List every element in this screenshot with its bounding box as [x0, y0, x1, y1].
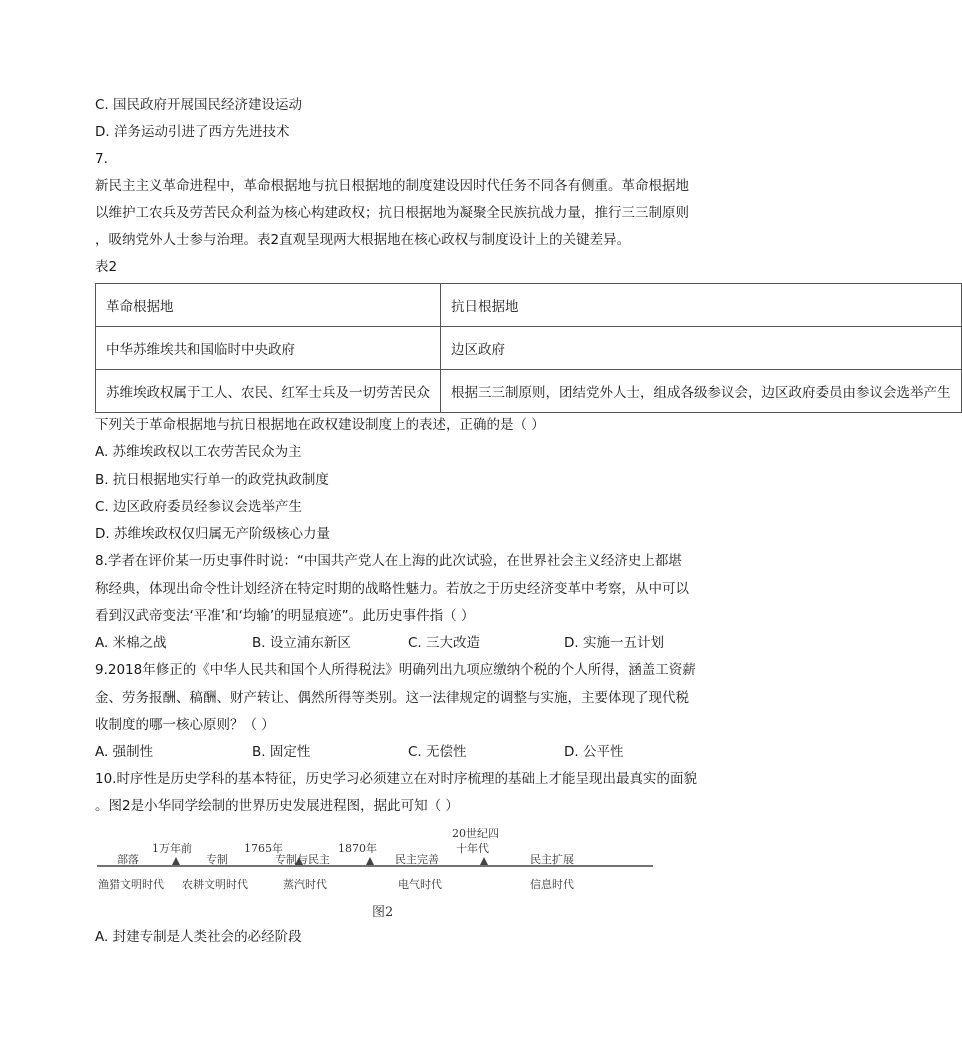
timeline-top-label: 1765年 — [244, 842, 283, 855]
q9-paragraph-line-1: 9.2018年修正的《中华人民共和国个人所得税法》明确列出九项应缴纳个税的个人所得，涵盖工资薪 — [95, 662, 696, 678]
timeline-top-label: 专制 — [206, 853, 228, 866]
timeline-bottom-label: 信息时代 — [530, 878, 574, 891]
timeline-marker — [366, 857, 374, 865]
q7-paragraph-line-2: 以维护工农兵及劳苦民众利益为核心构建政权；抗日根据地为凝聚全民族抗战力量，推行三三制原则 — [95, 205, 689, 221]
table-2 — [95, 283, 962, 413]
q8-paragraph-line-3: 看到汉武帝变法‘平准’和‘均输’的明显痕迹”。此历史事件指（ ） — [95, 608, 475, 624]
timeline-top-label: 专制与民主 — [275, 853, 330, 866]
q7-option-d: D. 苏维埃政权仅归属无产阶级核心力量 — [95, 526, 330, 542]
q8-options — [95, 633, 715, 653]
timeline-top-label: 十年代 — [456, 842, 489, 855]
timeline-bottom-label: 蒸汽时代 — [283, 878, 327, 891]
timeline-top-label: 部落 — [117, 853, 139, 866]
table-cell: 中华苏维埃共和国临时中央政府 — [96, 327, 441, 370]
q9-option-d: D. 公平性 — [564, 744, 624, 760]
table-cell: 苏维埃政权属于工人、农民、红军士兵及一切劳苦民众 — [96, 370, 441, 413]
q9-paragraph-line-3: 收制度的哪一核心原则？（ ） — [95, 717, 275, 733]
table-row — [96, 327, 962, 370]
table-row — [96, 284, 962, 327]
q9-option-c: C. 无偿性 — [408, 744, 467, 760]
q8-option-b: B. 设立浦东新区 — [252, 635, 351, 651]
figure-2-timeline — [95, 822, 655, 922]
q8-paragraph-line-2: 称经典，体现出命令性计划经济在特定时期的战略性魅力。若放之于历史经济变革中考察，从中可以 — [95, 581, 689, 597]
q9-options — [95, 742, 715, 762]
q7-option-b: B. 抗日根据地实行单一的政党执政制度 — [95, 472, 329, 488]
q6-option-d: D. 洋务运动引进了西方先进技术 — [95, 124, 290, 140]
table-caption: 表2 — [95, 259, 118, 275]
timeline-top-label: 1870年 — [338, 842, 377, 855]
q8-option-c: C. 三大改造 — [408, 635, 481, 651]
timeline-bottom-label: 农耕文明时代 — [182, 878, 248, 891]
timeline-top-label: 民主扩展 — [530, 853, 574, 866]
q8-option-a: A. 米棉之战 — [95, 635, 167, 651]
q10-paragraph-line-2: 。图2是小华同学绘制的世界历史发展进程图，据此可知（ ） — [95, 798, 459, 814]
q8-paragraph-line-1: 8.学者在评价某一历史事件时说：“中国共产党人在上海的此次试验，在世界社会主义经济史上都堪 — [95, 553, 682, 569]
table-cell: 根据三三制原则，团结党外人士，组成各级参议会，边区政府委员由参议会选举产生 — [441, 370, 962, 413]
q10-option-a: A. 封建专制是人类社会的必经阶段 — [95, 929, 302, 945]
table-row — [96, 370, 962, 413]
timeline-marker — [172, 857, 180, 865]
table-cell: 边区政府 — [441, 327, 962, 370]
q6-option-c: C. 国民政府开展国民经济建设运动 — [95, 97, 303, 113]
timeline-top-label: 20世纪四 — [452, 827, 499, 840]
timeline-bottom-label: 电气时代 — [398, 878, 442, 891]
timeline-top-label: 民主完善 — [395, 853, 439, 866]
q9-paragraph-line-2: 金、劳务报酬、稿酬、财产转让、偶然所得等类别。这一法律规定的调整与实施，主要体现了现代税 — [95, 690, 689, 706]
q9-option-b: B. 固定性 — [252, 744, 311, 760]
timeline-marker — [480, 857, 488, 865]
q7-option-a: A. 苏维埃政权以工农劳苦民众为主 — [95, 444, 302, 460]
q7-paragraph-line-3: ，吸纳党外人士参与治理。表2直观呈现两大根据地在核心政权与制度设计上的关键差异。 — [95, 232, 631, 248]
q7-stem: 下列关于革命根据地与抗日根据地在政权建设制度上的表述，正确的是（ ） — [95, 417, 545, 433]
q7-number: 7. — [95, 151, 108, 167]
q9-option-a: A. 强制性 — [95, 744, 154, 760]
q7-paragraph-line-1: 新民主主义革命进程中，革命根据地与抗日根据地的制度建设因时代任务不同各有侧重。革命根据地 — [95, 178, 689, 194]
timeline-bottom-label: 渔猎文明时代 — [98, 878, 164, 891]
timeline-top-label: 1万年前 — [152, 842, 192, 855]
figure-caption: 图2 — [372, 905, 394, 920]
q8-option-d: D. 实施一五计划 — [564, 635, 664, 651]
table-2-container — [95, 283, 951, 415]
q10-paragraph-line-1: 10.时序性是历史学科的基本特征，历史学习必须建立在对时序梳理的基础上才能呈现出最真实的面貌 — [95, 771, 697, 787]
q7-option-c: C. 边区政府委员经参议会选举产生 — [95, 499, 303, 515]
table-cell: 革命根据地 — [96, 284, 441, 327]
table-cell: 抗日根据地 — [441, 284, 962, 327]
